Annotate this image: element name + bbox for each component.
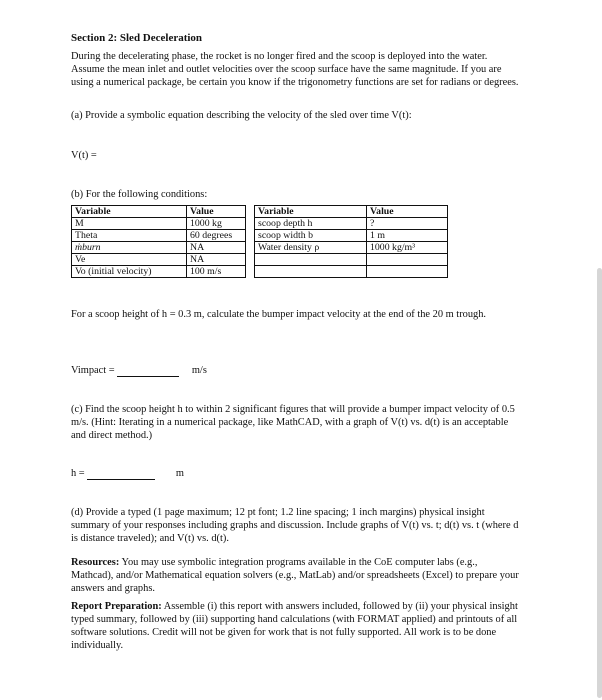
table-cell: M: [72, 218, 187, 230]
report-paragraph: [71, 600, 521, 652]
scrollbar[interactable]: [597, 268, 602, 698]
part-b-prompt: (b) For the following conditions:: [71, 189, 208, 200]
table-cell: ?: [367, 218, 448, 230]
report-label: Report Preparation:: [71, 601, 162, 612]
part-b-question: For a scoop height of h = 0.3 m, calculate the bumper impact velocity at the end of the 20 m trough.: [71, 309, 487, 320]
table-header-variable: Variable: [72, 206, 187, 218]
intro-paragraph: During the decelerating phase, the rocket is no longer fired and the scoop is deployed into the water. Assume the mean inlet and outlet velocities over the scoop surface have the same magnitude. If you are using a numerical package, be certain you know if the trigonometry functions are set for radians or degrees.: [71, 51, 519, 88]
vt-label: V(t) =: [71, 150, 97, 161]
table-cell: 100 m/s: [187, 266, 246, 278]
table-cell: NA: [187, 242, 246, 254]
table-cell: Theta: [72, 230, 187, 242]
section-title: Section 2: Sled Deceleration: [71, 32, 203, 44]
table-cell: NA: [187, 254, 246, 266]
part-c-prompt: (c) Find the scoop height h to within 2 significant figures that will provide a bumper impact velocity of 0.5 m/s. (Hint: Iterating in a numerical package, like MathCAD, with a graph of V(t) vs. d(t) is an acceptable and direct method.): [71, 404, 515, 441]
conditions-table: [71, 205, 448, 278]
table-cell: 1 m: [367, 230, 448, 242]
table-cell: scoop width b: [255, 230, 367, 242]
table-cell: 1000 kg: [187, 218, 246, 230]
report-text: Assemble (i) this report with answers included, followed by (ii) your physical insight typed summary, followed by (iii) supporting hand calculations (with FORMAT applied) and printouts of all software solutions. Credit will not be given for work that is not fully supported. All work is to be done individually.: [71, 601, 518, 651]
h-unit: m: [175, 468, 184, 479]
table-cell: Vo (initial velocity): [72, 266, 187, 278]
table-cell: ṁburn: [72, 242, 187, 254]
table-cell: Ve: [72, 254, 187, 266]
resources-label: Resources:: [71, 557, 120, 568]
h-blank[interactable]: [87, 479, 155, 480]
table-header-value-2: Value: [367, 206, 448, 218]
table-cell: Water density ρ: [255, 242, 367, 254]
part-a-prompt: (a) Provide a symbolic equation describing the velocity of the sled over time V(t):: [71, 110, 412, 121]
resources-text: You may use symbolic integration programs available in the CoE computer labs (e.g., Mathcad), and/or Mathematical equation solvers (e.g., MatLab) and/or spreadsheets (Excel) to prepare your answers and graphs.: [71, 557, 519, 594]
table-cell: scoop depth h: [255, 218, 367, 230]
vimpact-blank[interactable]: [117, 376, 179, 377]
table-cell: 1000 kg/m³: [367, 242, 448, 254]
table-cell-empty: [367, 254, 448, 266]
vimpact-unit: m/s: [191, 365, 207, 376]
vimpact-label: Vimpact =: [71, 365, 115, 376]
table-cell-empty: [255, 254, 367, 266]
resources-paragraph: [71, 556, 521, 595]
table-cell-empty: [367, 266, 448, 278]
table-header-value: Value: [187, 206, 246, 218]
table-cell: 60 degrees: [187, 230, 246, 242]
h-answer-line: [71, 467, 184, 480]
table-cell-empty: [255, 266, 367, 278]
vimpact-answer-line: [71, 364, 207, 377]
part-d-prompt: (d) Provide a typed (1 page maximum; 12 pt font; 1.2 line spacing; 1 inch margins) physical insight summary of your responses including graphs and discussion. Include graphs of V(t) vs. t; d(t) vs. t (where d is distance traveled); and V(t) vs. d(t).: [71, 507, 519, 544]
h-label: h =: [71, 468, 85, 479]
table-header-variable-2: Variable: [255, 206, 367, 218]
